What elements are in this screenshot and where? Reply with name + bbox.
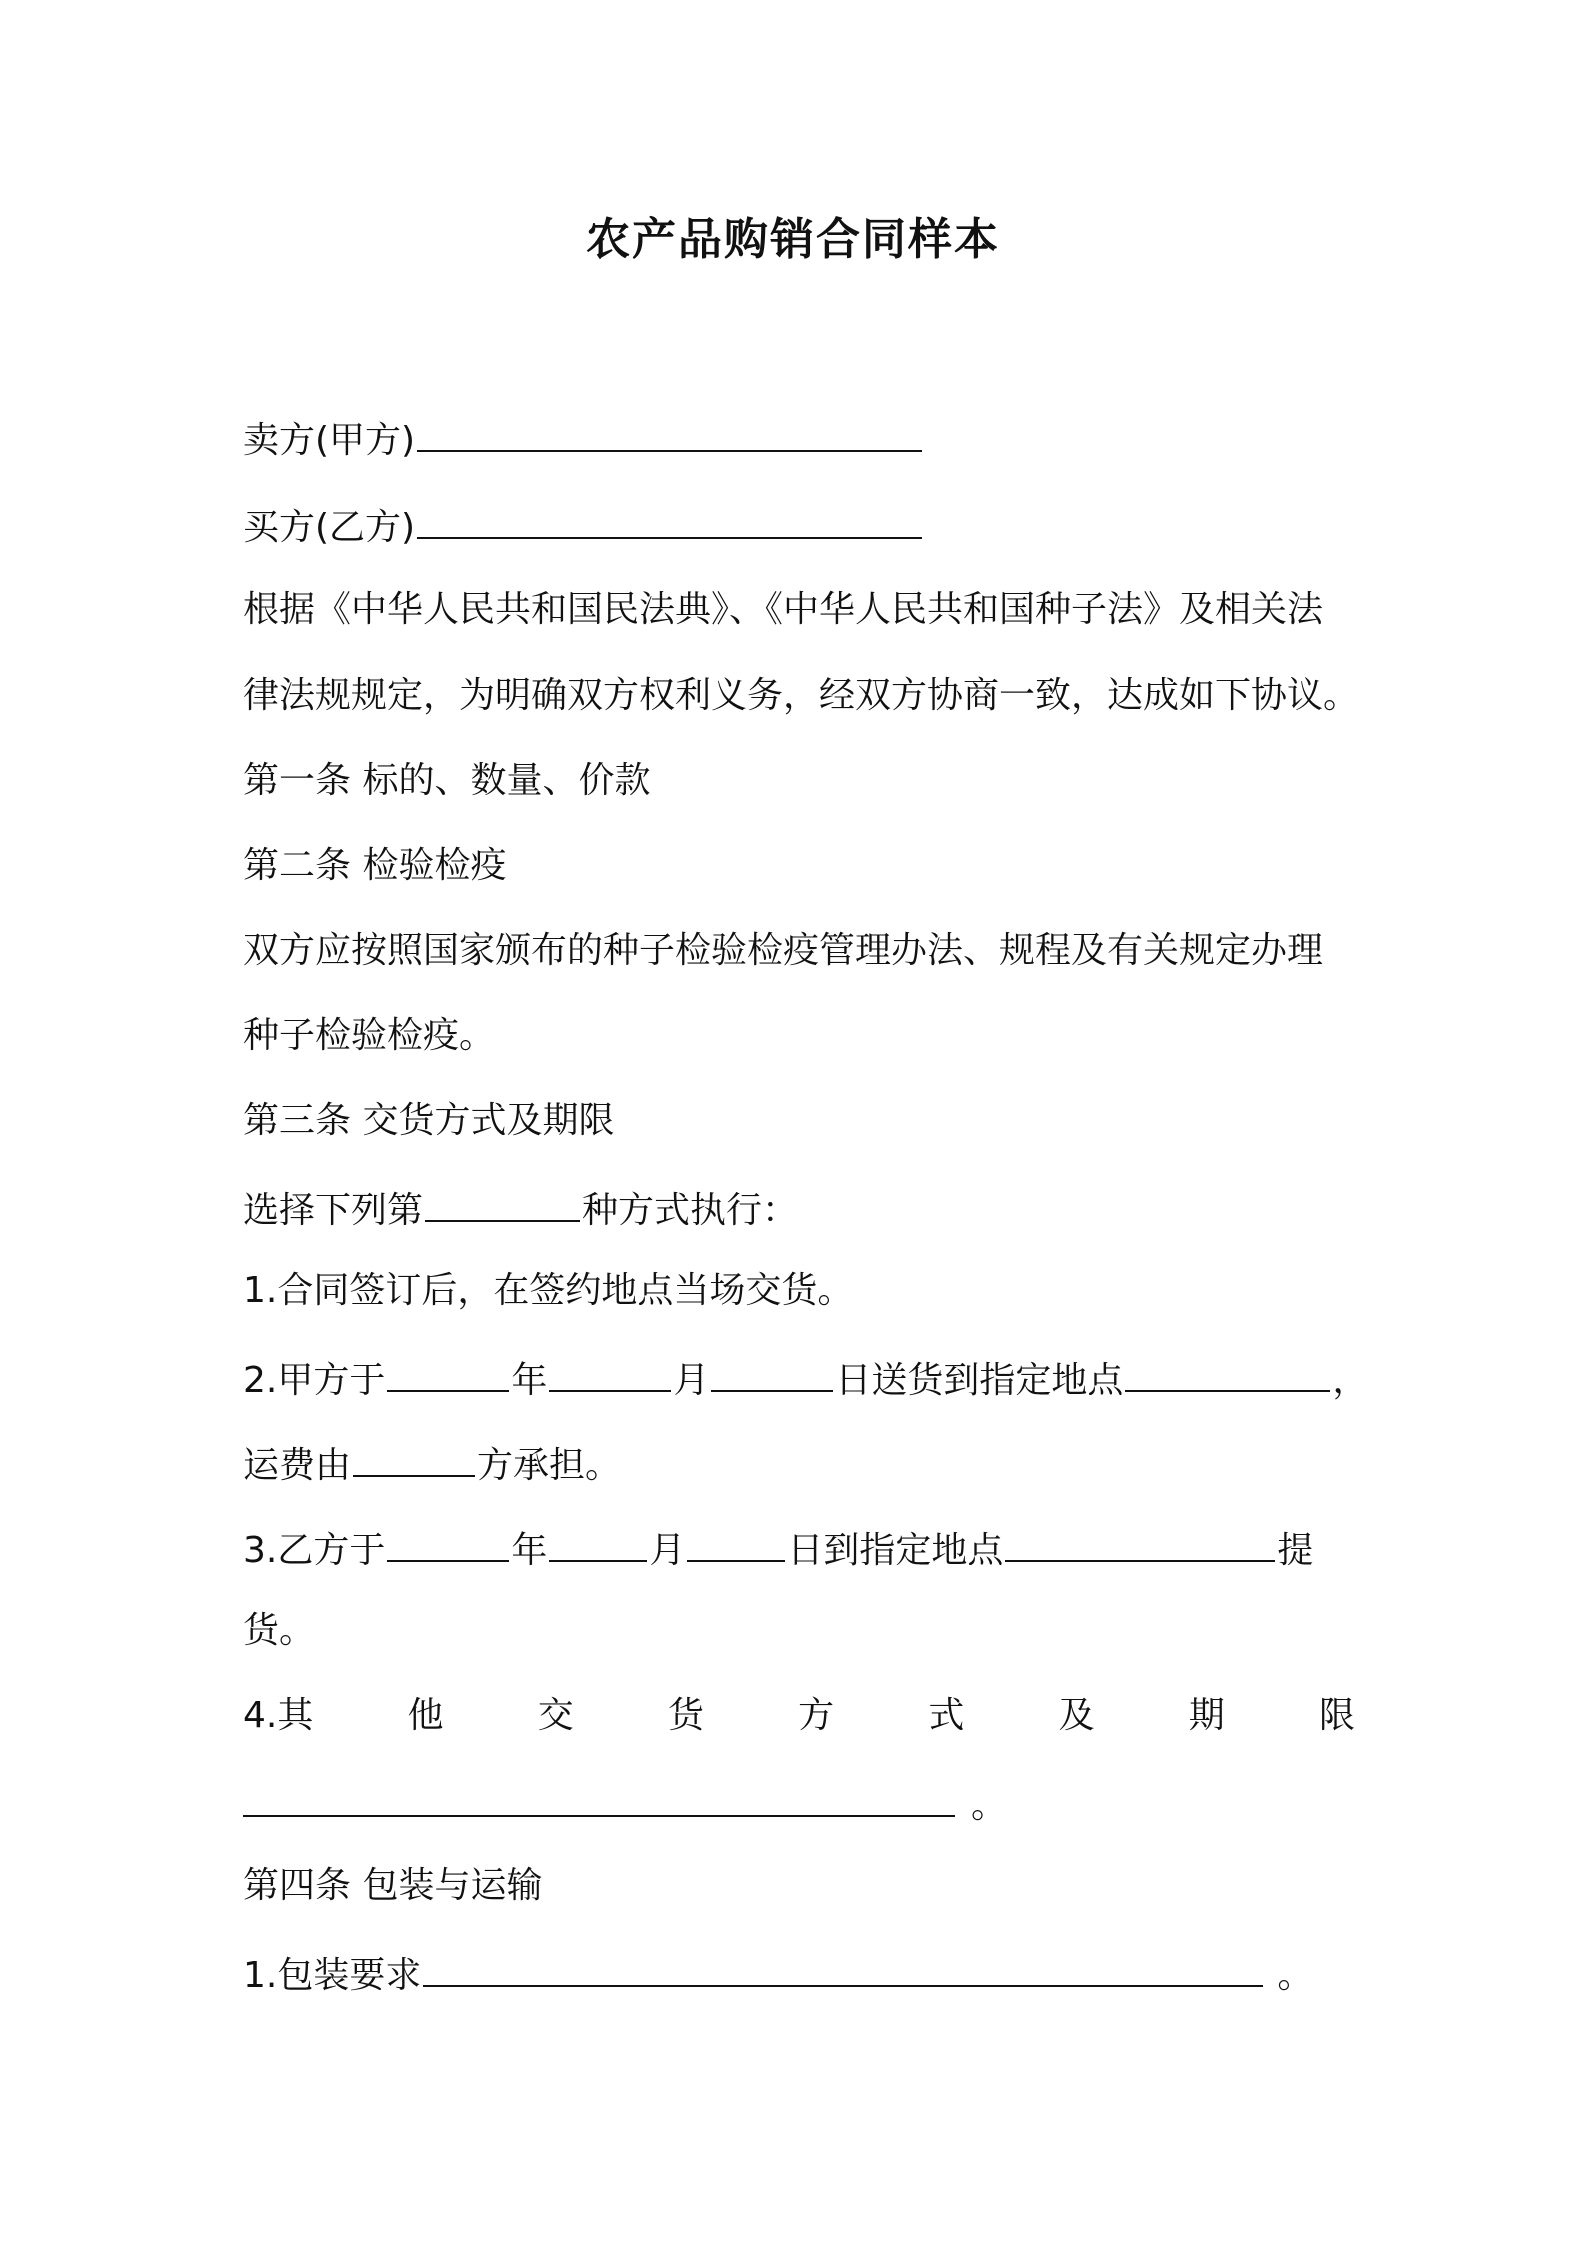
intro-line-1: 根据《中华人民共和国民法典》、《中华人民共和国种子法》及相关法 [243, 589, 1324, 630]
opt4-word: 期 [1188, 1695, 1225, 1736]
intro-line-2: 律法规规定，为明确双方权利义务，经双方协商一致，达成如下协议。 [243, 675, 1360, 716]
opt4-blank[interactable] [243, 1775, 955, 1817]
opt4-word: 式 [928, 1695, 965, 1736]
pack-prefix: 1.包装要求 [243, 1955, 422, 1996]
opt2-day-blank[interactable] [711, 1350, 833, 1392]
opt3-month-label: 月 [649, 1530, 686, 1571]
document-title: 农产品购销合同样本 [586, 214, 1000, 265]
opt3-location-blank[interactable] [1005, 1520, 1275, 1562]
opt4-word: 及 [1058, 1695, 1095, 1736]
opt3-year-blank[interactable] [387, 1520, 509, 1562]
opt4-word: 方 [798, 1695, 835, 1736]
opt2-freight-prefix: 运费由 [243, 1445, 352, 1486]
option-1: 1.合同签订后，在签约地点当场交货。 [243, 1270, 854, 1311]
opt2-day-label: 日送货到指定地点 [835, 1360, 1124, 1401]
packing-line [243, 1945, 1363, 2002]
opt2-prefix: 2.甲方于 [243, 1360, 386, 1401]
choose-prefix: 选择下列第 [243, 1190, 424, 1231]
opt4-word: 货 [667, 1695, 704, 1736]
opt4-end: 。 [971, 1785, 1008, 1826]
article-2-heading: 第二条 检验检疫 [243, 845, 507, 886]
seller-line [243, 410, 1363, 467]
choose-blank[interactable] [425, 1180, 580, 1222]
opt4-word: 交 [537, 1695, 574, 1736]
article-2-text-line-2: 种子检验检疫。 [243, 1015, 496, 1056]
opt4-word: 限 [1318, 1695, 1355, 1736]
opt3-day-label: 日到指定地点 [787, 1530, 1004, 1571]
opt3-day-blank[interactable] [687, 1520, 785, 1562]
opt2-freight-blank[interactable] [353, 1435, 475, 1477]
option-3-line-2: 货。 [243, 1610, 316, 1651]
buyer-line [243, 497, 1363, 554]
choose-line [243, 1180, 1363, 1237]
option-3-line-1 [243, 1520, 1363, 1577]
choose-suffix: 种方式执行： [582, 1190, 799, 1231]
opt3-month-blank[interactable] [549, 1520, 647, 1562]
opt2-freight-suffix: 方承担。 [477, 1445, 622, 1486]
opt2-year-blank[interactable] [387, 1350, 509, 1392]
article-3-heading: 第三条 交货方式及期限 [243, 1100, 615, 1141]
buyer-label: 买方(乙方) [243, 507, 416, 548]
opt3-end: 提 [1277, 1530, 1314, 1571]
option-2-line-1 [243, 1350, 1369, 1407]
buyer-blank[interactable] [417, 497, 922, 539]
seller-label: 卖方(甲方) [243, 420, 416, 461]
option-4-line-1 [243, 1690, 1363, 1742]
opt4-word: 4.其 [243, 1695, 314, 1736]
article-4-heading: 第四条 包装与运输 [243, 1865, 543, 1906]
article-1-heading: 第一条 标的、数量、价款 [243, 760, 651, 801]
opt3-prefix: 3.乙方于 [243, 1530, 386, 1571]
article-2-text-line-1: 双方应按照国家颁布的种子检验检疫管理办法、规程及有关规定办理 [243, 930, 1324, 971]
pack-blank[interactable] [423, 1945, 1263, 1987]
opt2-year-label: 年 [511, 1360, 548, 1401]
opt4-word: 他 [407, 1695, 444, 1736]
opt2-location-blank[interactable] [1125, 1350, 1330, 1392]
option-4-words [243, 1690, 1355, 1742]
option-4-line-2 [243, 1775, 1363, 1832]
opt2-month-label: 月 [673, 1360, 710, 1401]
opt2-month-blank[interactable] [549, 1350, 671, 1392]
option-2-line-2 [243, 1435, 1363, 1492]
opt3-year-label: 年 [511, 1530, 548, 1571]
opt2-comma: ， [1332, 1360, 1369, 1401]
pack-end: 。 [1277, 1955, 1314, 1996]
seller-blank[interactable] [417, 410, 922, 452]
